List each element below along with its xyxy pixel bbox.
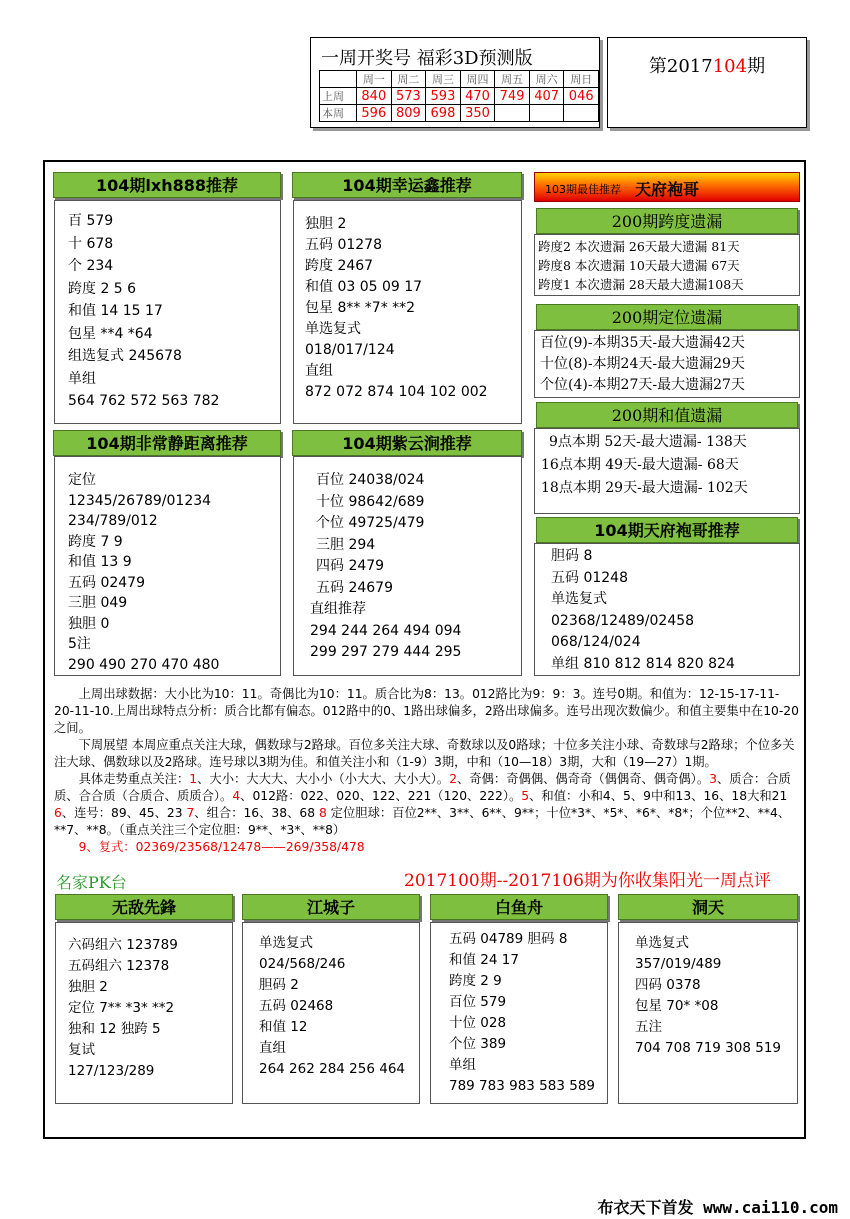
list-item: 五码 04789 胆码 8 <box>449 931 568 947</box>
list-item: 12345/26789/01234 <box>68 492 212 509</box>
list-item: 五码 02479 <box>68 574 145 591</box>
list-item: 个 234 <box>68 258 114 274</box>
list-item: 单选复式 <box>551 591 607 607</box>
list-item: 单组 <box>68 370 96 387</box>
day-header: 周二 <box>391 71 426 88</box>
list-item: 十位 028 <box>449 1015 507 1031</box>
xingyunxin-box <box>293 200 522 424</box>
sum-omission-box <box>534 428 800 514</box>
position-omission-title: 200期定位遗漏 <box>536 304 798 330</box>
day-header: 周四 <box>460 71 495 88</box>
list-item: 和值 14 15 17 <box>68 303 163 319</box>
list-item: 跨度2 本次遗漏 26天最大遗漏 81天 <box>538 239 740 254</box>
day-header: 周一 <box>357 71 392 88</box>
list-item: 264 262 284 256 464 <box>259 1061 406 1077</box>
list-item: 三胆 294 <box>316 536 376 553</box>
day-header: 周六 <box>529 71 564 88</box>
last-week-analysis: 上周出球数据：大小比为10：11。奇偶比为10：11。质合比为8：13。012路比为9：9：3。连号0期。和值为：12-15-17-11-20-11-10.上周出球特点分析：质合比都有偏态。012路中的0、1路出球偏多，2路出球偏多。连号出现次数偏少。和值主要集中在10-20之间。 <box>54 687 799 735</box>
list-item: 百 579 <box>68 213 114 229</box>
list-item: 百位 579 <box>449 994 507 1010</box>
baiyuzhou-box <box>430 922 608 1104</box>
list-item: 跨度8 本次遗漏 10天最大遗漏 67天 <box>538 258 740 273</box>
draw-value: 046 <box>564 88 599 105</box>
draw-value: 593 <box>426 88 461 105</box>
list-item: 组选复式 245678 <box>68 348 182 364</box>
draw-value <box>564 105 599 122</box>
list-item: 234/789/012 <box>68 513 158 529</box>
dongtian-title: 洞天 <box>618 894 798 920</box>
tianfupaoge-box <box>534 543 800 676</box>
trend-focus: 具体走势重点关注：1、大小：大大大、大小小（小大大、大小大）。2、奇偶：奇偶偶、偶奇奇（偶偶奇、偶奇偶）。3、质合：合质质、合合质（合质合、质质合）。4、012路：022、020、122、221（120、222）。5、和值：小和4、5、9中和13、16、18大和21 6、连号：89、45、23 7、组合：16、38、68 8 定位胆球：百位2**、3**、6**、9**；十位*3*、*5*、*6*、*8*；个位**2、**4、**7、**8。（重点关注三个定位胆：9**、*3*、**8） <box>54 772 791 837</box>
list-item: 包星 70* *08 <box>635 998 719 1014</box>
list-item: 和值 12 <box>259 1019 308 1035</box>
list-item: 独和 12 独跨 5 <box>68 1021 161 1037</box>
tianfupaoge-title: 104期天府袍哥推荐 <box>536 517 798 543</box>
list-item: 十位 98642/689 <box>316 493 425 510</box>
sum-omission-title: 200期和值遗漏 <box>536 402 798 428</box>
ziyunjian-title: 104期紫云涧推荐 <box>292 430 522 456</box>
list-item: 个位(4)-本期27天-最大遗漏27天 <box>540 377 745 393</box>
draw-value: 573 <box>391 88 426 105</box>
list-item: 三胆 049 <box>68 595 128 611</box>
list-item: 胆码 8 <box>551 548 593 564</box>
best-name: 天府袍哥 <box>635 180 700 199</box>
issue-panel <box>607 37 807 128</box>
list-item: 百位 24038/024 <box>316 472 425 488</box>
list-item: 六码组六 123789 <box>68 937 178 953</box>
kuadu-omission-box <box>534 234 800 296</box>
list-item: 单组 810 812 814 820 824 <box>551 655 735 672</box>
list-item: 18点本期 29天-最大遗漏- 102天 <box>541 480 748 496</box>
draw-value: 596 <box>357 105 392 122</box>
list-item: 单选复式 <box>259 935 313 951</box>
this-week-label: 本周 <box>320 105 357 122</box>
footer-source: 布衣天下首发 www.cai110.com <box>597 1198 838 1217</box>
list-item: 跨度 2467 <box>305 258 374 274</box>
day-header: 周五 <box>495 71 530 88</box>
analysis-text <box>54 686 799 856</box>
lxh888-box <box>54 200 281 424</box>
list-item: 02368/12489/02458 <box>551 612 695 629</box>
list-item: 16点本期 49天-最大遗漏- 68天 <box>541 457 739 473</box>
list-item: 5注 <box>68 636 91 652</box>
panel-title: 一周开奖号 福彩3D预测版 <box>321 48 533 69</box>
list-item: 024/568/246 <box>259 956 346 972</box>
list-item: 百位(9)-本期35天-最大遗漏42天 <box>540 335 745 351</box>
feichangjingjuli-title: 104期非常静距离推荐 <box>53 430 281 456</box>
day-header: 周日 <box>564 71 599 88</box>
jiangchengzi-box <box>242 922 420 1104</box>
list-item: 包星 8** *7* **2 <box>305 300 416 316</box>
list-item: 五码 24679 <box>316 579 393 596</box>
dongtian-box <box>618 922 798 1104</box>
wudixianfeng-box <box>55 922 233 1104</box>
list-item: 直组 <box>305 363 333 379</box>
list-item: 四码 0378 <box>635 977 701 993</box>
day-header: 周三 <box>426 71 461 88</box>
list-item: 9点本期 52天-最大遗漏- 138天 <box>549 434 747 450</box>
list-item: 789 783 983 583 589 <box>449 1078 596 1094</box>
list-item: 跨度 2 9 <box>449 973 502 989</box>
list-item: 包星 **4 *64 <box>68 325 153 342</box>
list-item: 定位 <box>68 472 96 488</box>
kuadu-omission-title: 200期跨度遗漏 <box>536 208 798 234</box>
weekly-draw-table <box>319 70 599 122</box>
draw-value <box>529 105 564 122</box>
list-item: 五码 02468 <box>259 998 334 1014</box>
list-item: 单选复式 <box>635 935 689 951</box>
weekly-draw-panel <box>310 37 600 128</box>
draw-value <box>495 105 530 122</box>
list-item: 564 762 572 563 782 <box>68 393 220 409</box>
list-item: 定位 7** *3* **2 <box>68 1000 175 1016</box>
list-item: 独胆 2 <box>305 216 347 232</box>
baiyuzhou-title: 白鱼舟 <box>430 894 608 920</box>
list-item: 跨度 7 9 <box>68 533 123 550</box>
draw-value: 809 <box>391 105 426 122</box>
list-item: 单组 <box>449 1057 476 1073</box>
list-item: 直组 <box>259 1040 286 1056</box>
draw-value: 470 <box>460 88 495 105</box>
list-item: 和值 13 9 <box>68 554 132 570</box>
draw-value: 407 <box>529 88 564 105</box>
list-item: 068/124/024 <box>551 634 641 650</box>
list-item: 五码 01278 <box>305 237 382 253</box>
list-item: 胆码 2 <box>259 977 299 993</box>
position-omission-box <box>534 330 800 398</box>
list-item: 357/019/489 <box>635 956 722 972</box>
list-item: 290 490 270 470 480 <box>68 656 220 673</box>
jiangchengzi-title: 江城子 <box>242 894 420 920</box>
list-item: 独胆 0 <box>68 615 110 632</box>
list-item: 跨度 2 5 6 <box>68 280 137 297</box>
list-item: 294 244 264 494 094 <box>310 622 462 639</box>
best-prefix: 103期最佳推荐 <box>545 183 621 196</box>
list-item: 872 072 874 104 102 002 <box>305 384 488 400</box>
pk-label: 名家PK台 <box>56 873 127 892</box>
list-item: 127/123/289 <box>68 1063 155 1079</box>
list-item: 复试 <box>68 1042 95 1058</box>
draw-value: 840 <box>357 88 392 105</box>
list-item: 和值 03 05 09 17 <box>305 279 423 295</box>
issue-number: 第2017104期 <box>648 56 766 77</box>
list-item: 十位(8)-本期24天-最大遗漏29天 <box>540 356 745 372</box>
list-item: 五注 <box>635 1019 662 1035</box>
next-week-outlook: 下周展望 本周应重点关注大球，偶数球与2路球。百位多关注大球、奇数球以及0路球；十位多关注小球、奇数球与2路球；个位多关注大球、偶数球以及2路球。连号球以3期为佳。和值关注小和（1-9）3期，中和（10—18）3期，大和（19—27）1期。 <box>54 738 795 769</box>
lxh888-title: 104期lxh888推荐 <box>53 172 281 198</box>
draw-value: 350 <box>460 105 495 122</box>
list-item: 独胆 2 <box>68 979 108 995</box>
list-item: 跨度1 本次遗漏 28天最大遗漏108天 <box>538 277 744 292</box>
best-recommendation-banner <box>534 172 800 202</box>
draw-value: 698 <box>426 105 461 122</box>
feichangjingjuli-box <box>54 456 281 676</box>
draw-value: 749 <box>495 88 530 105</box>
list-item: 个位 49725/479 <box>316 515 425 531</box>
xingyunxin-title: 104期幸运鑫推荐 <box>292 172 522 198</box>
list-item: 299 297 279 444 295 <box>310 644 462 660</box>
pk-banner: 2017100期--2017106期为你收集阳光一周点评 <box>404 871 771 891</box>
last-week-label: 上周 <box>320 88 357 105</box>
list-item: 和值 24 17 <box>449 952 519 968</box>
list-item: 直组推荐 <box>310 601 366 617</box>
ziyunjian-box <box>293 456 522 676</box>
list-item: 单选复式 <box>305 321 361 337</box>
list-item: 十 678 <box>68 235 114 252</box>
wudixianfeng-title: 无敌先鋒 <box>55 894 233 920</box>
list-item: 704 708 719 308 519 <box>635 1040 782 1056</box>
compound-picks: 9、复式：02369/23568/12478——269/358/478 <box>54 840 365 854</box>
list-item: 个位 389 <box>449 1036 507 1052</box>
list-item: 五码组六 12378 <box>68 958 170 974</box>
list-item: 四码 2479 <box>316 558 385 574</box>
list-item: 五码 01248 <box>551 569 628 586</box>
list-item: 018/017/124 <box>305 342 395 358</box>
